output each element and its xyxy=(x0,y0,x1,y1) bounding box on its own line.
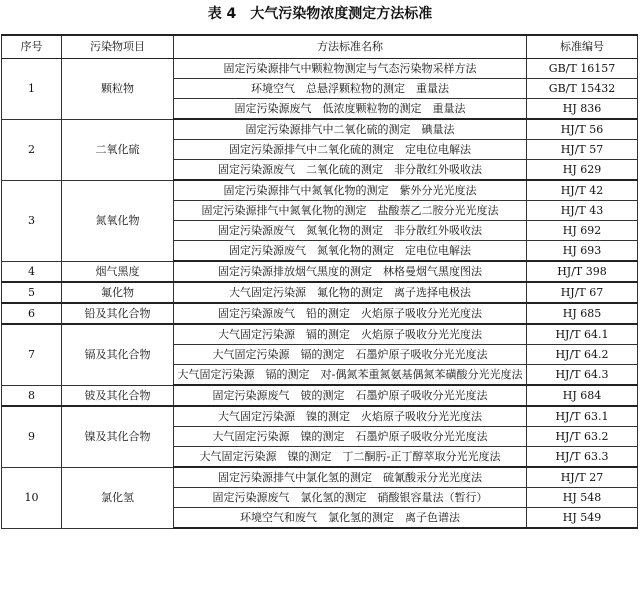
pollutant-item: 氟化物 xyxy=(62,282,174,303)
header-no: 序号 xyxy=(2,35,62,59)
standard-code: HJ/T 43 xyxy=(527,201,638,221)
standard-code: HJ 693 xyxy=(527,241,638,262)
standard-code: HJ/T 42 xyxy=(527,180,638,201)
method-name: 固定污染源废气 铅的测定 火焰原子吸收分光光度法 xyxy=(174,303,527,324)
method-name: 固定污染源废气 二氧化硫的测定 非分散红外吸收法 xyxy=(174,160,527,181)
table-row xyxy=(2,261,638,282)
table-body xyxy=(2,59,638,529)
standard-code: HJ 629 xyxy=(527,160,638,181)
method-name: 大气固定污染源 镉的测定 石墨炉原子吸收分光光度法 xyxy=(174,345,527,365)
method-name: 固定污染源排放烟气黑度的测定 林格曼烟气黑度图法 xyxy=(174,261,527,282)
row-number: 2 xyxy=(2,119,62,180)
standard-code: HJ/T 57 xyxy=(527,140,638,160)
row-number: 7 xyxy=(2,324,62,385)
method-name: 大气固定污染源 镍的测定 火焰原子吸收分光光度法 xyxy=(174,406,527,427)
method-name: 固定污染源废气 氮氧化物的测定 定电位电解法 xyxy=(174,241,527,262)
standard-code: GB/T 16157 xyxy=(527,59,638,79)
method-name: 环境空气和废气 氯化氢的测定 离子色谱法 xyxy=(174,508,527,529)
table-row xyxy=(2,59,638,79)
table-row xyxy=(2,180,638,201)
method-name: 固定污染源排气中氯化氢的测定 硫氰酸汞分光光度法 xyxy=(174,467,527,488)
pollutant-item: 颗粒物 xyxy=(62,59,174,120)
standard-code: HJ/T 64.2 xyxy=(527,345,638,365)
standard-code: HJ/T 27 xyxy=(527,467,638,488)
table-title: 表 4 大气污染物浓度测定方法标准 xyxy=(207,6,433,22)
standard-code: HJ 692 xyxy=(527,221,638,241)
standard-code: GB/T 15432 xyxy=(527,79,638,99)
table-row xyxy=(2,119,638,140)
standard-code: HJ/T 64.3 xyxy=(527,365,638,386)
method-name: 固定污染源排气中颗粒物测定与气态污染物采样方法 xyxy=(174,59,527,79)
method-name: 固定污染源排气中氮氧化物的测定 紫外分光光度法 xyxy=(174,180,527,201)
standard-code: HJ 836 xyxy=(527,99,638,120)
pollutant-item: 镍及其化合物 xyxy=(62,406,174,467)
table-row xyxy=(2,324,638,345)
method-name: 环境空气 总悬浮颗粒物的测定 重量法 xyxy=(174,79,527,99)
header-row xyxy=(2,35,638,59)
pollutant-item: 氯化氢 xyxy=(62,467,174,528)
pollutant-item: 烟气黑度 xyxy=(62,261,174,282)
method-name: 固定污染源废气 氯化氢的测定 硝酸银容量法（暂行） xyxy=(174,488,527,508)
standard-code: HJ 549 xyxy=(527,508,638,529)
table-row xyxy=(2,467,638,488)
method-name: 大气固定污染源 镍的测定 石墨炉原子吸收分光光度法 xyxy=(174,427,527,447)
header-method: 方法标准名称 xyxy=(174,35,527,59)
row-number: 10 xyxy=(2,467,62,528)
method-name: 固定污染源排气中氮氧化物的测定 盐酸萘乙二胺分光光度法 xyxy=(174,201,527,221)
table-row xyxy=(2,406,638,427)
method-name: 大气固定污染源 镍的测定 丁二酮肟-正丁醇萃取分光光度法 xyxy=(174,447,527,468)
header-code: 标准编号 xyxy=(527,35,638,59)
method-name: 固定污染源废气 低浓度颗粒物的测定 重量法 xyxy=(174,99,527,120)
standard-code: HJ/T 63.2 xyxy=(527,427,638,447)
standard-code: HJ/T 67 xyxy=(527,282,638,303)
row-number: 1 xyxy=(2,59,62,120)
standards-table xyxy=(1,34,638,529)
method-name: 固定污染源废气 氮氧化物的测定 非分散红外吸收法 xyxy=(174,221,527,241)
method-name: 固定污染源废气 铍的测定 石墨炉原子吸收分光光度法 xyxy=(174,385,527,406)
row-number: 8 xyxy=(2,385,62,406)
header-item: 污染物项目 xyxy=(62,35,174,59)
pollutant-item: 铅及其化合物 xyxy=(62,303,174,324)
standard-code: HJ/T 63.3 xyxy=(527,447,638,468)
row-number: 5 xyxy=(2,282,62,303)
table-row xyxy=(2,303,638,324)
standard-code: HJ/T 64.1 xyxy=(527,324,638,345)
row-number: 9 xyxy=(2,406,62,467)
pollutant-item: 铍及其化合物 xyxy=(62,385,174,406)
row-number: 6 xyxy=(2,303,62,324)
pollutant-item: 二氧化硫 xyxy=(62,119,174,180)
standard-code: HJ/T 56 xyxy=(527,119,638,140)
row-number: 4 xyxy=(2,261,62,282)
standard-code: HJ 685 xyxy=(527,303,638,324)
pollutant-item: 氮氧化物 xyxy=(62,180,174,261)
standard-code: HJ/T 398 xyxy=(527,261,638,282)
method-name: 大气固定污染源 氟化物的测定 离子选择电极法 xyxy=(174,282,527,303)
row-number: 3 xyxy=(2,180,62,261)
method-name: 大气固定污染源 镉的测定 火焰原子吸收分光光度法 xyxy=(174,324,527,345)
standard-code: HJ 684 xyxy=(527,385,638,406)
pollutant-item: 镉及其化合物 xyxy=(62,324,174,385)
table-row xyxy=(2,282,638,303)
method-name: 大气固定污染源 镉的测定 对-偶氮苯重氮氨基偶氮苯磺酸分光光度法 xyxy=(174,365,527,386)
standard-code: HJ 548 xyxy=(527,488,638,508)
table-row xyxy=(2,385,638,406)
method-name: 固定污染源排气中二氧化硫的测定 碘量法 xyxy=(174,119,527,140)
standard-code: HJ/T 63.1 xyxy=(527,406,638,427)
method-name: 固定污染源排气中二氧化硫的测定 定电位电解法 xyxy=(174,140,527,160)
